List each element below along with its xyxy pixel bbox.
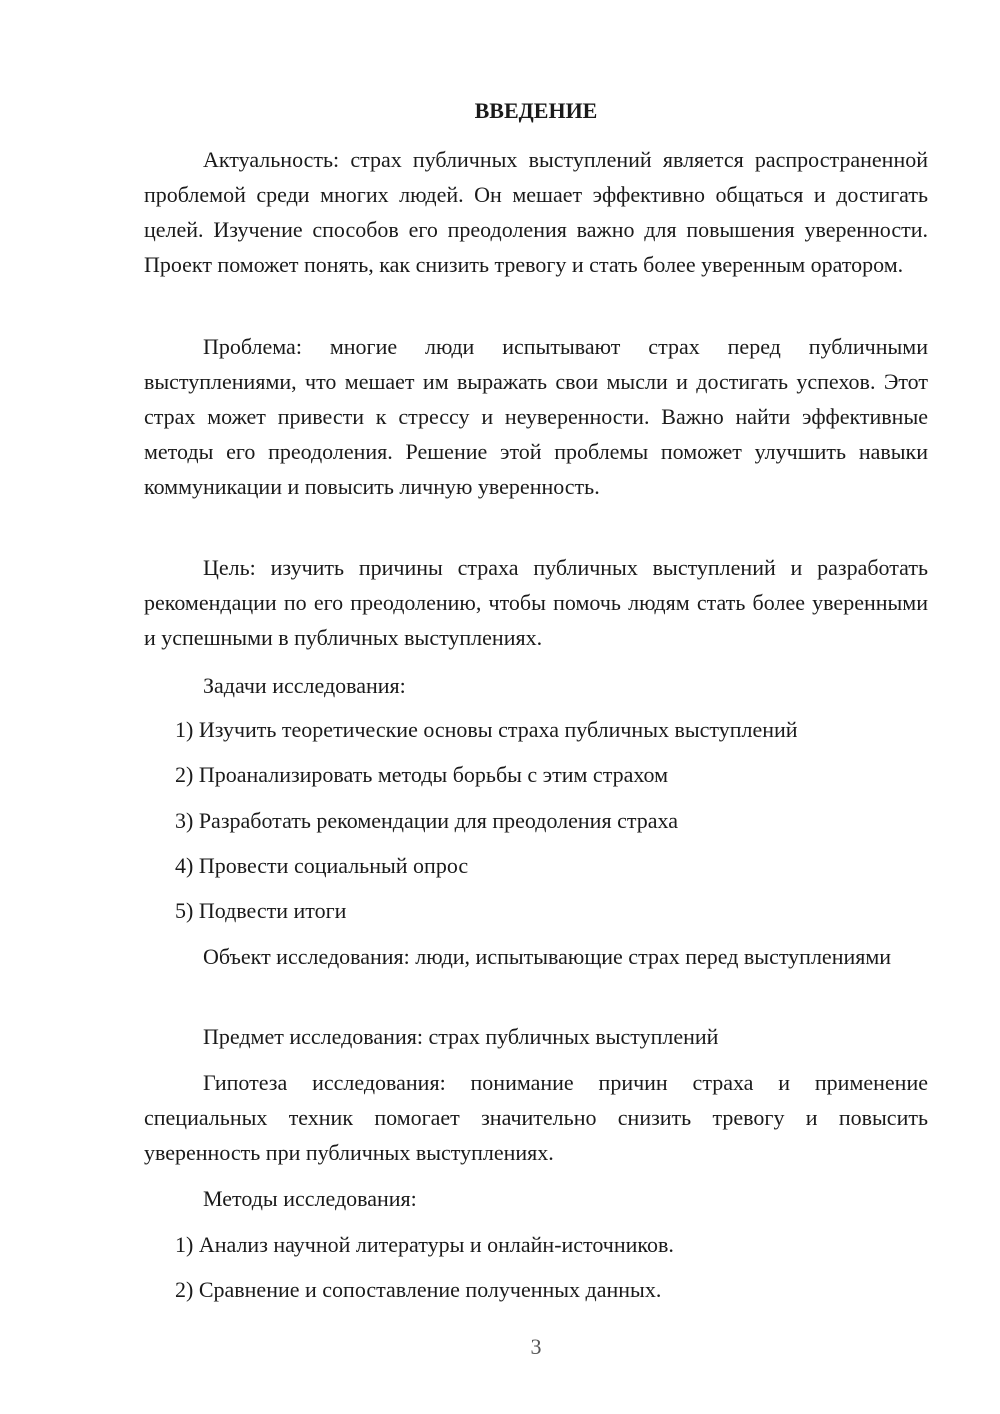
tasks-heading: Задачи исследования: [203, 673, 406, 698]
task-item-5: 5) Подвести итоги [175, 898, 347, 923]
paragraph-object: Объект исследования: люди, испытывающие страх перед выступлениями [203, 944, 892, 969]
method-item-2: 2) Сравнение и сопоставление полученных данных. [175, 1277, 662, 1302]
paragraph-relevance: Актуальность: страх публичных выступлений является распространенной проблемой среди многих людей. Он мешает эффективно общаться и достигать целей. Изучение способов его преодоления важно для повышения уверенности. Проект поможет понять, как снизить тревогу и стать более уверенным оратором. [144, 147, 928, 277]
paragraph-goal: Цель: изучить причины страха публичных выступлений и разработать рекомендации по его преодолению, чтобы помочь людям стать более уверенными и успешными в публичных выступлениях. [144, 555, 928, 650]
method-item-1: 1) Анализ научной литературы и онлайн-источников. [175, 1232, 674, 1257]
task-item-4: 4) Провести социальный опрос [175, 853, 469, 878]
paragraph-subject: Предмет исследования: страх публичных выступлений [203, 1024, 719, 1049]
page-number: 3 [530, 1334, 542, 1359]
task-item-3: 3) Разработать рекомендации для преодоления страха [175, 808, 678, 833]
paragraph-hypothesis: Гипотеза исследования: понимание причин страха и применение специальных техник помогает значительно снизить тревогу и повысить уверенность при публичных выступлениях. [144, 1070, 928, 1165]
section-title: ВВЕДЕНИЕ [474, 98, 598, 123]
task-item-1: 1) Изучить теоретические основы страха публичных выступлений [175, 717, 798, 742]
methods-heading: Методы исследования: [203, 1186, 417, 1211]
paragraph-problem: Проблема: многие люди испытывают страх перед публичными выступлениями, что мешает им выражать свои мысли и достигать успехов. Этот страх может привести к стрессу и неуверенности. Важно найти эффективные методы его преодоления. Решение этой проблемы поможет улучшить навыки коммуникации и повысить личную уверенность. [144, 334, 928, 499]
task-item-2: 2) Проанализировать методы борьбы с этим страхом [175, 762, 669, 787]
